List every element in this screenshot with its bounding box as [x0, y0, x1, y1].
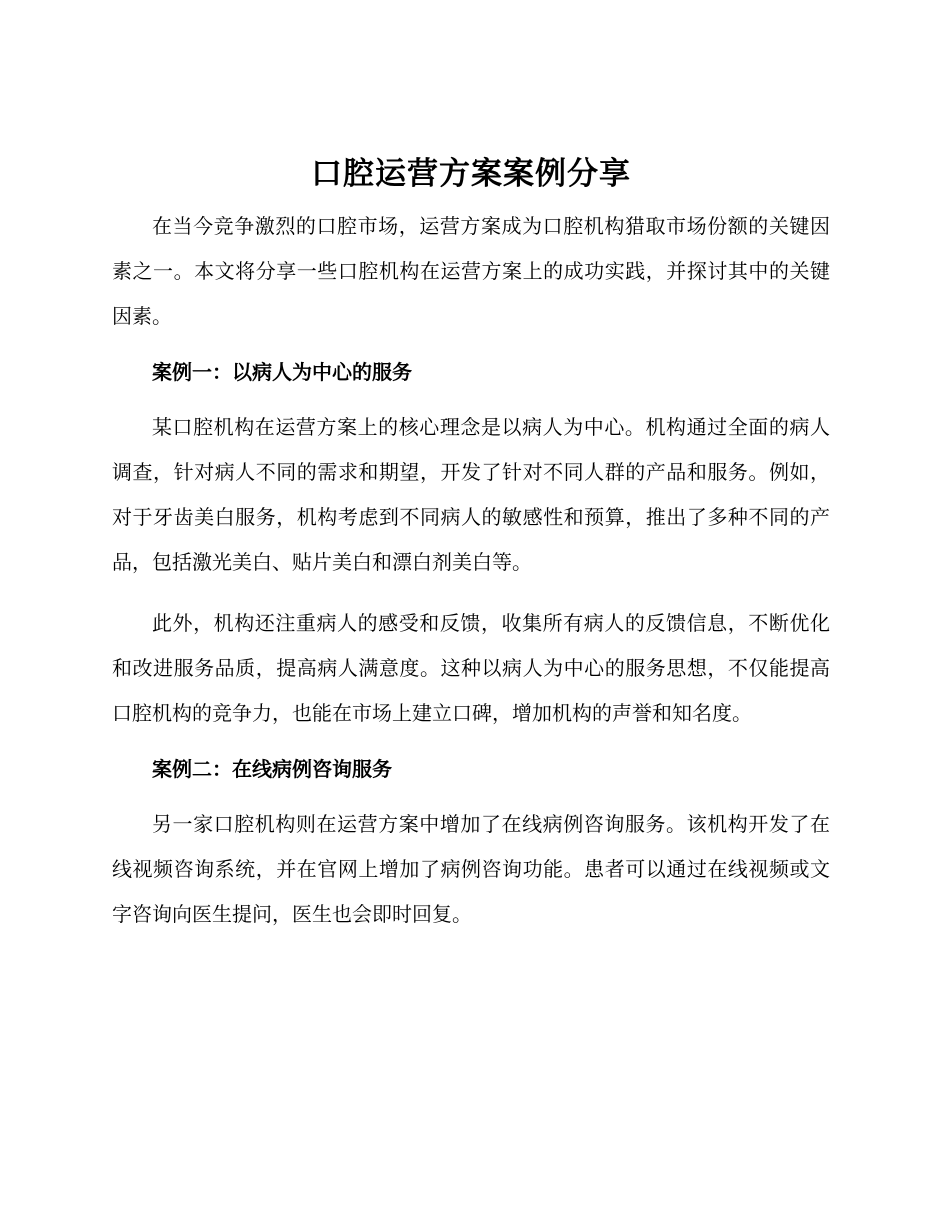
case1-paragraph-1: 某口腔机构在运营方案上的核心理念是以病人为中心。机构通过全面的病人调查，针对病人不同的需求和期望，开发了针对不同人群的产品和服务。例如，对于牙齿美白服务，机构考虑到不同病人的敏感性和预算，推出了多种不同的产品，包括激光美白、贴片美白和漂白剂美白等。	[112, 415, 830, 574]
case2-paragraph-1: 另一家口腔机构则在运营方案中增加了在线病例咨询服务。该机构开发了在线视频咨询系统，并在官网上增加了病例咨询功能。患者可以通过在线视频或文字咨询向医生提问，医生也会即时回复。	[112, 812, 830, 926]
case1-heading: 案例一：以病人为中心的服务	[152, 360, 412, 384]
case1-paragraph-2: 此外，机构还注重病人的感受和反馈，收集所有病人的反馈信息，不断优化和改进服务品质，提高病人满意度。这种以病人为中心的服务思想，不仅能提高口腔机构的竞争力，也能在市场上建立口碑，增加机构的声誉和知名度。	[112, 611, 830, 725]
document-title: 口腔运营方案案例分享	[311, 156, 631, 192]
intro-paragraph: 在当今竞争激烈的口腔市场，运营方案成为口腔机构猎取市场份额的关键因素之一。本文将分享一些口腔机构在运营方案上的成功实践，并探讨其中的关键因素。	[112, 214, 830, 328]
case2-heading: 案例二：在线病例咨询服务	[152, 757, 392, 781]
